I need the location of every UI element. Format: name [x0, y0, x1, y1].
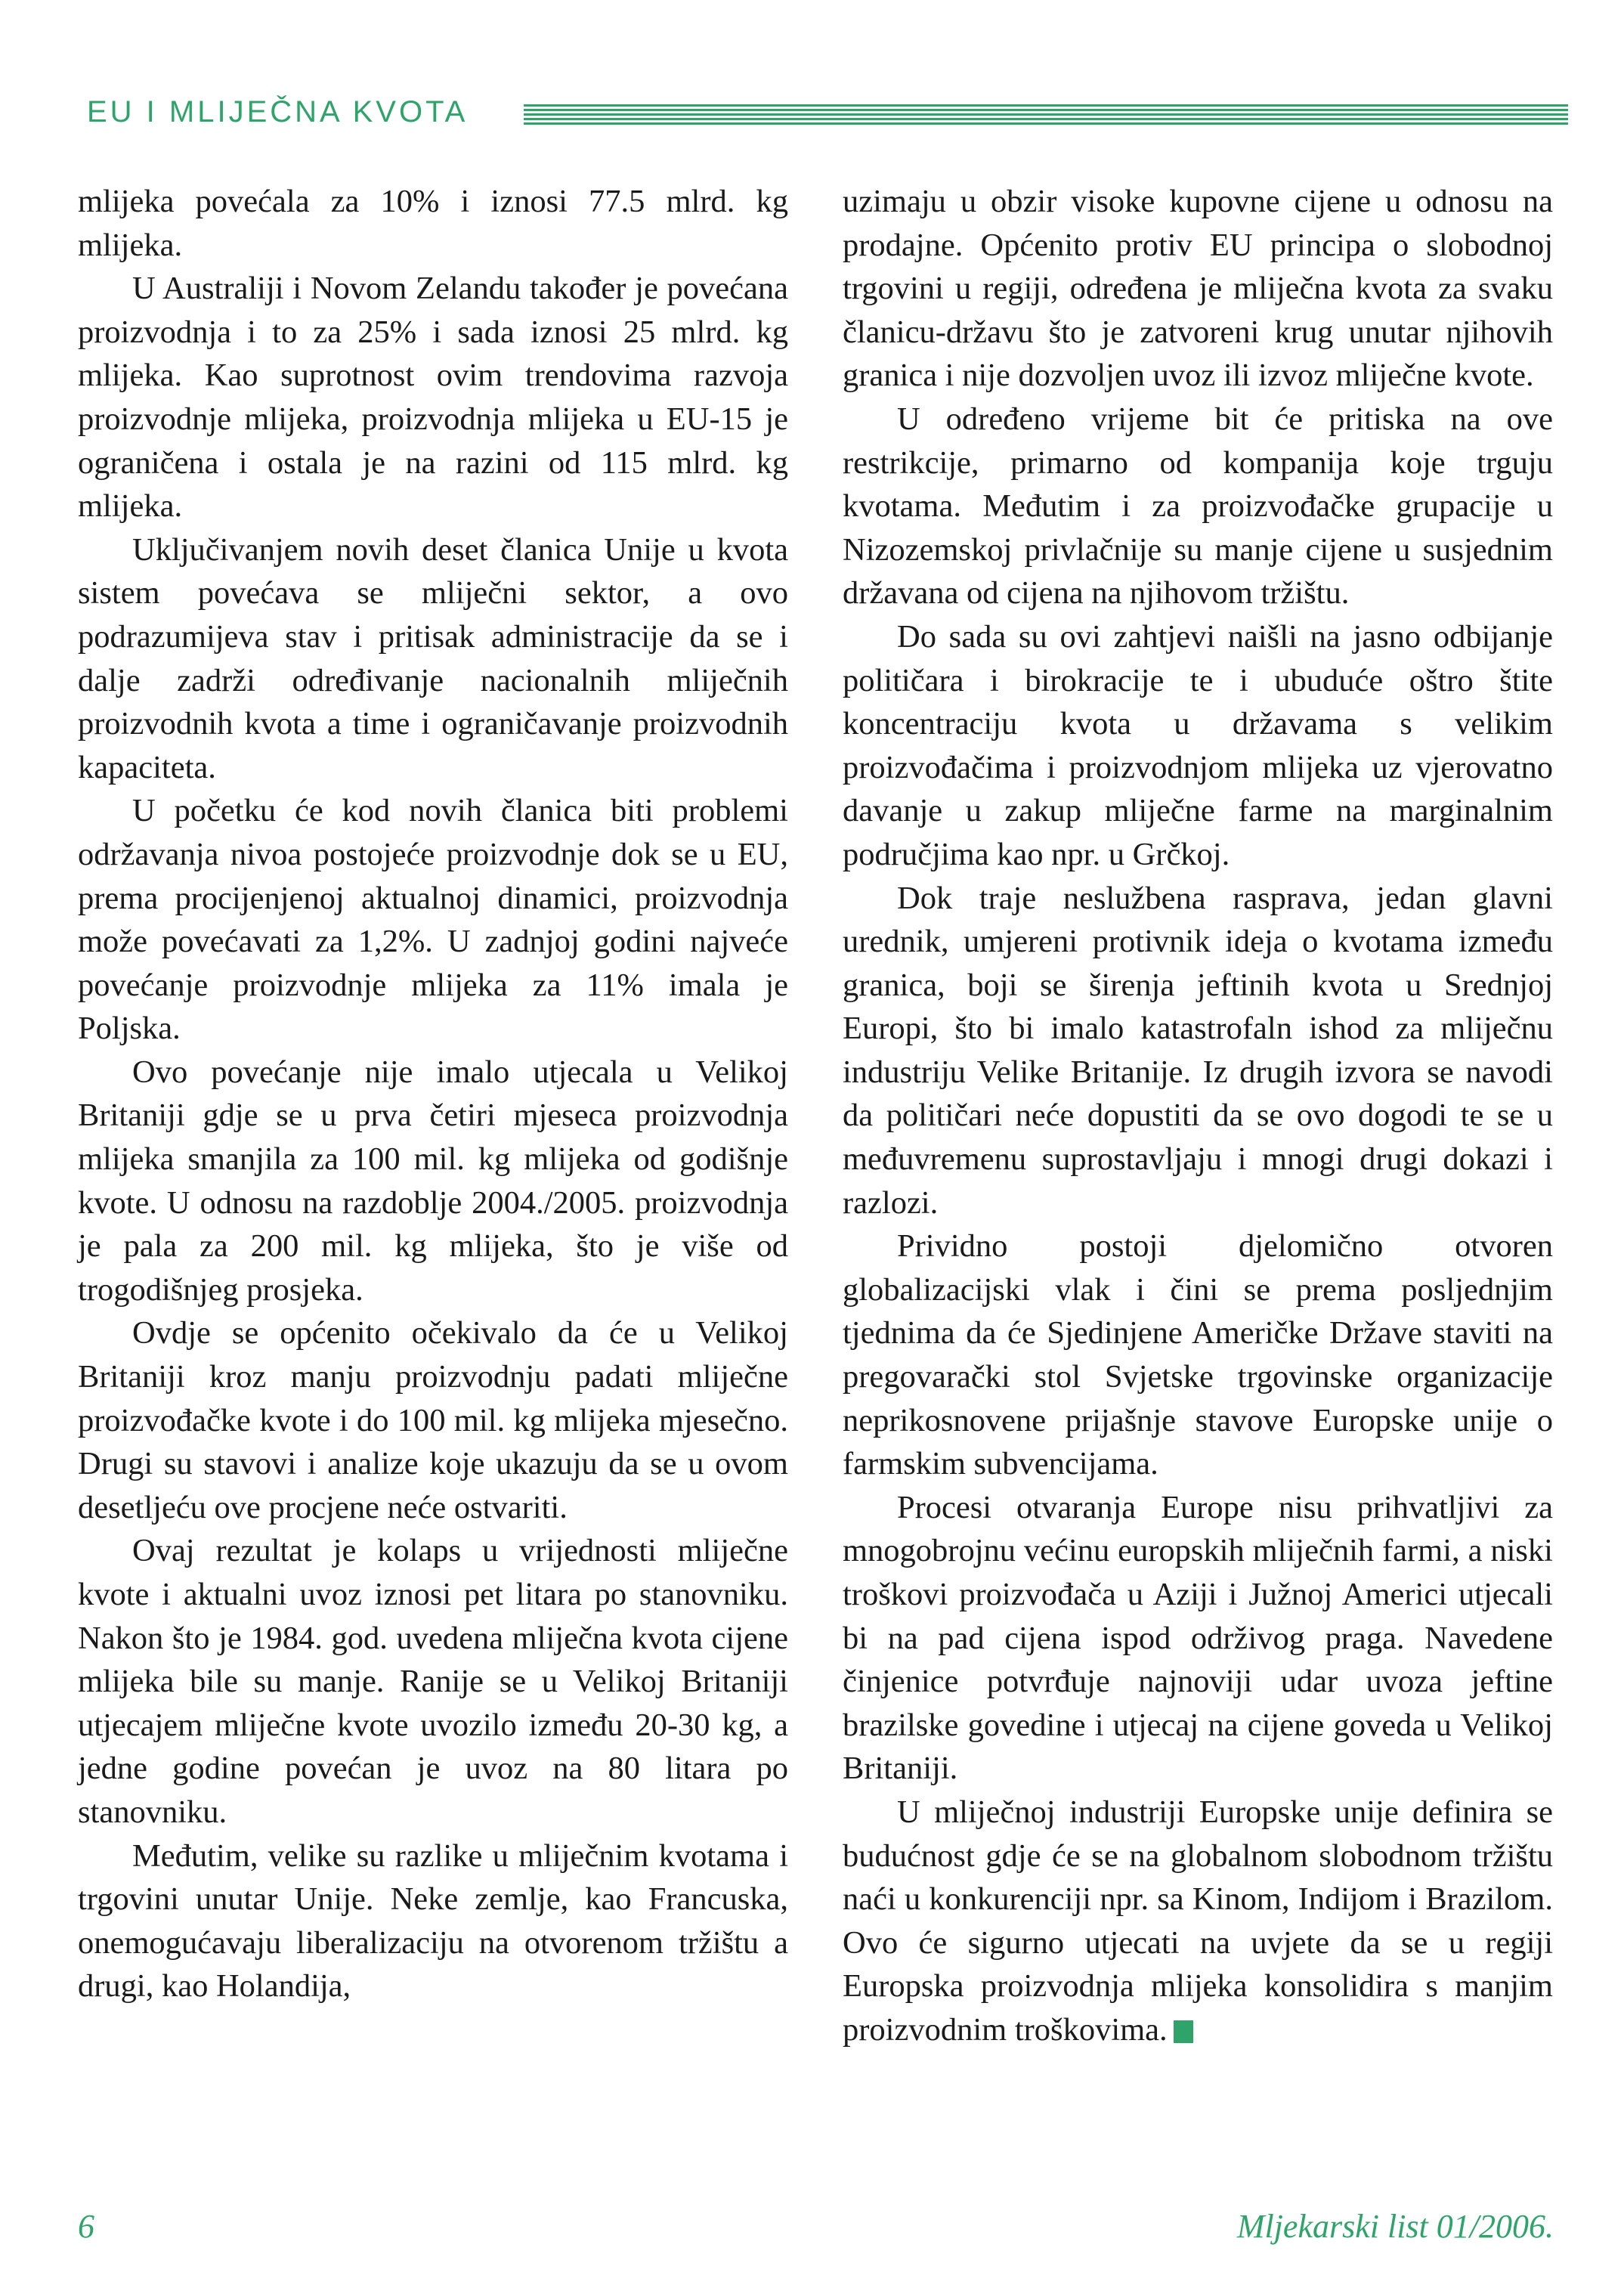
paragraph: uzimaju u obzir visoke kupovne cijene u odnosu na prodajne. Općenito protiv EU principa o slobodnoj trgovini u regiji, određena je mliječna kvota za svaku članicu-državu što je zatvoreni krug unutar njihovih granica i nije dozvoljen uvoz ili izvoz mliječne kvote. [843, 184, 1553, 394]
paragraph: Ovaj rezultat je kolaps u vrijednosti mliječne kvote i aktualni uvoz iznosi pet litara po stanovniku. Nakon što je 1984. god. uvedena mliječna kvota cijene mlijeka bile su manje. Ranije se u Velikoj Britaniji utjecajem mliječne kvote uvozilo između 20-30 kg, a jedne godine povećan je uvoz na 80 litara po stanovniku. [78, 1533, 788, 1830]
final-paragraph [843, 1791, 1553, 2052]
left-column [78, 180, 788, 2008]
paragraph: Dok traje neslužbena rasprava, jedan glavni urednik, umjereni protivnik ideja o kvotama između granica, boji se širenja jeftinih kvota u Srednjoj Europi, što bi imalo katastrofaln ishod za mliječnu industriju Velike Britanije. Iz drugih izvora se navodi da političari neće dopustiti da se ovo dogodi te se u međuvremenu suprostavljaju i mnogi drugi dokazi i razlozi. [843, 880, 1553, 1221]
paragraph: U početku će kod novih članica biti problemi održavanja nivoa postojeće proizvodnje dok se u EU, prema procijenjenoj aktualnoj dinamici, proizvodnja može povećavati za 1,2%. U zadnjoj godini najveće povećanje proizvodnje mlijeka za 11% imala je Poljska. [78, 793, 788, 1047]
header-rule [524, 104, 1568, 125]
paragraph: Prividno postoji djelomično otvoren globalizacijski vlak i čini se prema posljednjim tjednima da će Sjedinjene Američke Države staviti na pregovarački stol Svjetske trgovinske organizacije neprikosnovene prijašnje stavove Europske unije o farmskim subvencijama. [843, 1228, 1553, 1482]
paragraph: Do sada su ovi zahtjevi naišli na jasno odbijanje političara i birokracije te i ubuduće oštro štite koncentraciju kvota u državama s velikim proizvođačima i proizvodnjom mlijeka uz vjerovatno davanje u zakup mliječne farme na marginalnim područjima kao npr. u Grčkoj. [843, 618, 1553, 872]
page-header [87, 89, 1568, 135]
right-column [843, 180, 1553, 2052]
section-title: EU I MLIJEČNA KVOTA [87, 95, 469, 128]
paragraph: Procesi otvaranja Europe nisu prihvatljivi za mnogobrojnu većinu europskih mliječnih farmi, a niski troškovi proizvođača u Aziji i Južnoj Americi utjecali bi na pad cijena ispod održivog praga. Navedene činjenice potvrđuje najnoviji udar uvoza jeftine brazilske govedine i utjecaj na cijene goveda u Velikoj Britaniji. [843, 1489, 1553, 1787]
journal-name: Mljekarski list 01/2006. [1236, 2208, 1554, 2245]
paragraph: Ovdje se općenito očekivalo da će u Velikoj Britaniji kroz manju proizvodnju padati mliječne proizvođačke kvote i do 100 mil. kg mlijeka mjesečno. Drugi su stavovi i analize koje ukazuju da se u ovom desetljeću ove procjene neće ostvariti. [78, 1315, 788, 1525]
end-of-article-mark [1174, 2020, 1193, 2043]
page-number: 6 [78, 2208, 94, 2245]
paragraph: Uključivanjem novih deset članica Unije u kvota sistem povećava se mliječni sektor, a ovo podrazumijeva stav i pritisak administracije da se i dalje zadrži određivanje nacionalnih mliječnih proizvodnih kvota a time i ograničavanje proizvodnih kapaciteta. [78, 531, 788, 785]
paragraph: Ovo povećanje nije imalo utjecala u Velikoj Britaniji gdje se u prva četiri mjeseca proizvodnja mlijeka smanjila za 100 mil. kg mlijeka od godišnje kvote. U odnosu na razdoblje 2004./2005. proizvodnja je pala za 200 mil. kg mlijeka, što je više od trogodišnjeg prosjeka. [78, 1054, 788, 1308]
paragraph: mlijeka povećala za 10% i iznosi 77.5 mlrd. kg mlijeka. [78, 184, 788, 263]
paragraph: Međutim, velike su razlike u mliječnim kvotama i trgovini unutar Unije. Neke zemlje, kao Francuska, onemogućavaju liberalizaciju na otvorenom tržištu a drugi, kao Holandija, [78, 1837, 788, 2005]
paragraph: U Australiji i Novom Zelandu također je povećana proizvodnja i to za 25% i sada iznosi 25 mlrd. kg mlijeka. Kao suprotnost ovim trendovima razvoja proizvodnje mlijeka, proizvodnja mlijeka u EU-15 je ograničena i ostala je na razini od 115 mlrd. kg mlijeka. [78, 271, 788, 525]
paragraph-text: U mliječnoj industriji Europske unije definira se budućnost gdje će se na globalnom slobodnom tržištu naći u konkurenciji npr. sa Kinom, Indijom i Brazilom. Ovo će sigurno utjecati na uvjete da se u regiji Europska proizvodnja mlijeka konsolidira s manjim proizvodnim troškovima. [843, 1794, 1553, 2048]
paragraph: U određeno vrijeme bit će pritiska na ove restrikcije, primarno od kompanija koje trguju kvotama. Međutim i za proizvođačke grupacije u Nizozemskoj privlačnije su manje cijene u susjednim državana od cijena na njihovom tržištu. [843, 401, 1553, 611]
